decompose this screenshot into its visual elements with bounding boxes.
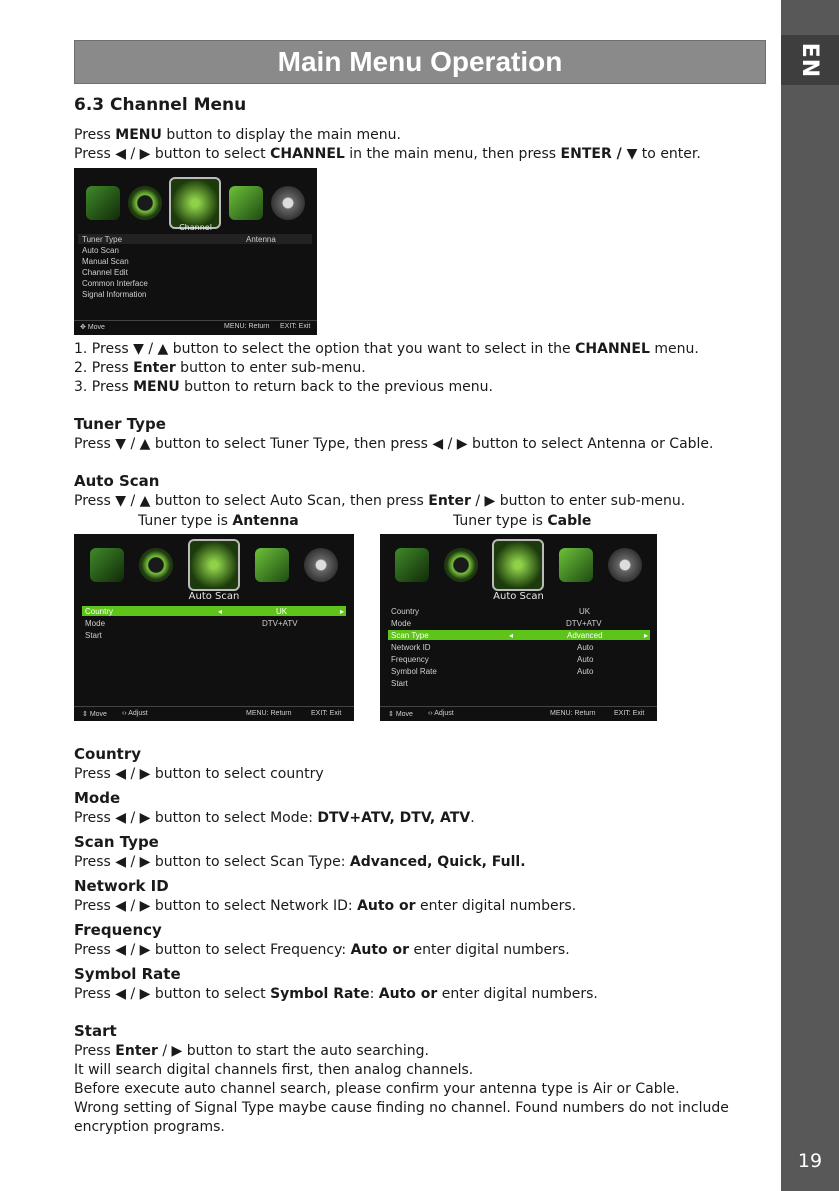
- picture-icon: [395, 548, 429, 582]
- lock-icon: [559, 548, 593, 582]
- sound-icon: [128, 186, 162, 220]
- menu-footer: ⇕ Move ‹› Adjust MENU: Return EXIT: Exit: [74, 706, 354, 721]
- sound-icon: [444, 548, 478, 582]
- channel-icon: [188, 539, 240, 591]
- mode-text: Press ◀ / ▶ button to select Mode: DTV+ATV, DTV, ATV.: [74, 810, 475, 826]
- menu-item: Signal Information: [82, 290, 147, 299]
- frequency-text: Press ◀ / ▶ button to select Frequency: Auto or enter digital numbers.: [74, 942, 570, 958]
- cable-caption: Tuner type is Cable: [453, 513, 592, 529]
- menu-item: Mode: [391, 619, 412, 628]
- menu-item-value: Auto: [577, 643, 594, 652]
- step-2: 2. Press Enter button to enter sub-menu.: [74, 360, 366, 376]
- menu-item: Channel Edit: [82, 268, 128, 277]
- start-line-1: Press Enter / ▶ button to start the auto searching.: [74, 1043, 429, 1059]
- menu-item-value: Advanced: [567, 631, 603, 640]
- network-id-text: Press ◀ / ▶ button to select Network ID: Auto or enter digital numbers.: [74, 898, 577, 914]
- start-line-3: Before execute auto channel search, please confirm your antenna type is Air or Cable.: [74, 1081, 680, 1097]
- step-3: 3. Press MENU button to return back to the previous menu.: [74, 379, 493, 395]
- menu-item-value: UK: [276, 607, 288, 616]
- menu-title: Auto Scan: [188, 591, 240, 602]
- section-title: 6.3 Channel Menu: [74, 95, 247, 115]
- network-id-heading: Network ID: [74, 877, 169, 895]
- sound-icon: [139, 548, 173, 582]
- channel-icon: [169, 177, 221, 229]
- menu-item-value: UK: [579, 607, 591, 616]
- channel-menu-screenshot: [74, 168, 317, 335]
- symbol-rate-heading: Symbol Rate: [74, 965, 181, 983]
- frequency-heading: Frequency: [74, 921, 162, 939]
- menu-item: Symbol Rate: [391, 667, 437, 676]
- page-number: 19: [797, 1150, 823, 1172]
- start-line-4: Wrong setting of Signal Type maybe cause finding no channel. Found numbers do not include: [74, 1100, 729, 1116]
- intro-line-1: Press MENU button to display the main menu.: [74, 127, 401, 143]
- menu-item-value: Antenna: [246, 235, 276, 244]
- page-banner: Main Menu Operation: [74, 40, 766, 84]
- menu-item-value: Auto: [577, 667, 594, 676]
- menu-item: Tuner Type: [82, 235, 123, 244]
- menu-item: Country: [391, 607, 420, 616]
- picture-icon: [90, 548, 124, 582]
- country-text: Press ◀ / ▶ button to select country: [74, 766, 324, 782]
- auto-scan-text: Press ▼ / ▲ button to select Auto Scan, then press Enter / ▶ button to enter sub-menu.: [74, 493, 686, 509]
- tuner-type-heading: Tuner Type: [74, 415, 166, 433]
- start-heading: Start: [74, 1022, 117, 1040]
- start-line-5: encryption programs.: [74, 1119, 225, 1135]
- mode-heading: Mode: [74, 789, 121, 807]
- menu-item-value: Auto: [577, 655, 594, 664]
- lock-icon: [255, 548, 289, 582]
- symbol-rate-text: Press ◀ / ▶ button to select Symbol Rate: Auto or enter digital numbers.: [74, 986, 598, 1002]
- menu-item-value: DTV+ATV: [566, 619, 602, 628]
- menu-item: Manual Scan: [82, 257, 129, 266]
- cable-auto-scan-screenshot: Auto Scan Country UK Mode DTV+ATV Scan Type ◂ Advanced ▸ Network ID Auto Frequency Auto Symbol Rate Auto Start ⇕ Move ‹› Adjust MENU: Return EXIT: Exit: [380, 534, 657, 721]
- country-heading: Country: [74, 745, 142, 763]
- menu-footer: ✥ Move MENU: Return EXIT: Exit: [74, 320, 317, 335]
- menu-item: Frequency: [391, 655, 429, 664]
- menu-title: Channel: [179, 223, 212, 232]
- menu-item: Common Interface: [82, 279, 148, 288]
- menu-item: Mode: [85, 619, 106, 628]
- menu-item: Country: [85, 607, 114, 616]
- menu-title: Auto Scan: [493, 591, 544, 602]
- step-1: 1. Press ▼ / ▲ button to select the option that you want to select in the CHANNEL menu.: [74, 341, 699, 357]
- menu-item-value: DTV+ATV: [262, 619, 298, 628]
- scan-type-text: Press ◀ / ▶ button to select Scan Type: Advanced, Quick, Full.: [74, 854, 526, 870]
- menu-item: Start: [391, 679, 408, 688]
- tuner-type-text: Press ▼ / ▲ button to select Tuner Type, then press ◀ / ▶ button to select Antenna or Cable.: [74, 436, 714, 452]
- menu-item: Network ID: [391, 643, 431, 652]
- antenna-auto-scan-screenshot: Auto Scan Country ◂ UK ▸ Mode DTV+ATV Start ⇕ Move ‹› Adjust MENU: Return EXIT: Exit: [74, 534, 354, 721]
- language-tab: EN: [781, 35, 839, 85]
- menu-footer: ⇕ Move ‹› Adjust MENU: Return EXIT: Exit: [380, 706, 657, 721]
- intro-line-2: Press ◀ / ▶ button to select CHANNEL in the main menu, then press ENTER / ▼ to enter.: [74, 146, 701, 162]
- side-tab: [781, 0, 839, 1191]
- menu-item: Auto Scan: [82, 246, 119, 255]
- setup-icon: [608, 548, 642, 582]
- setup-icon: [271, 186, 305, 220]
- auto-scan-heading: Auto Scan: [74, 472, 160, 490]
- channel-icon: [492, 539, 544, 591]
- picture-icon: [86, 186, 120, 220]
- setup-icon: [304, 548, 338, 582]
- start-line-2: It will search digital channels first, then analog channels.: [74, 1062, 474, 1078]
- menu-item: Start: [85, 631, 102, 640]
- lock-icon: [229, 186, 263, 220]
- antenna-caption: Tuner type is Antenna: [138, 513, 299, 529]
- menu-item: Scan Type: [391, 631, 429, 640]
- scan-type-heading: Scan Type: [74, 833, 159, 851]
